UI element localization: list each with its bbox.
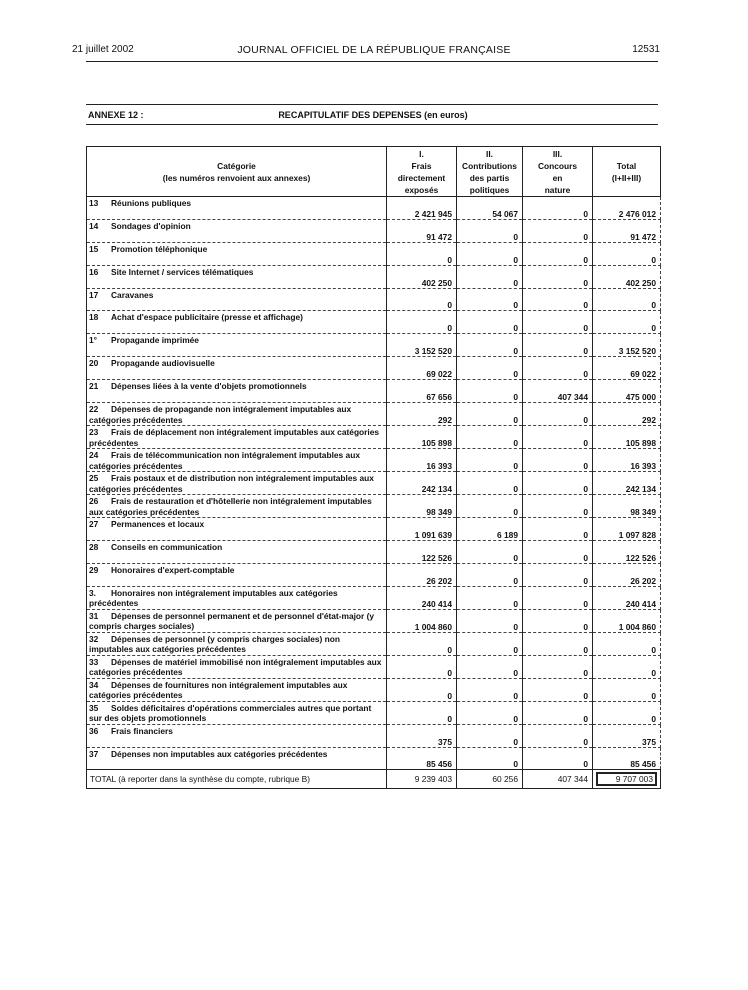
- category-label: Sondages d'opinion: [111, 220, 191, 231]
- in-kind-cell: 0: [523, 288, 593, 311]
- party-contributions-cell: 0: [457, 357, 523, 380]
- party-contributions-cell: 0: [457, 380, 523, 403]
- party-contributions-cell: 0: [457, 632, 523, 655]
- category-label: Honoraires non intégralement imputables aux catégories précédentes: [89, 587, 338, 609]
- table-row: [87, 219, 661, 242]
- in-kind-cell: 0: [523, 357, 593, 380]
- party-contributions-cell: 0: [457, 747, 523, 770]
- grand-total-value: 9 707 003: [596, 772, 657, 786]
- category-cell: [87, 609, 387, 632]
- category-number: 35: [89, 702, 99, 713]
- total-cell: 91 472: [593, 219, 661, 242]
- expense-summary-table: [86, 146, 661, 789]
- in-kind-cell: 0: [523, 334, 593, 357]
- category-label: Site Internet / services télématiques: [111, 266, 254, 277]
- table-row: [87, 242, 661, 265]
- party-contributions-cell: 0: [457, 288, 523, 311]
- total-cell: 0: [593, 678, 661, 701]
- header-date: 21 juillet 2002: [72, 44, 134, 55]
- in-kind-cell: 0: [523, 265, 593, 288]
- in-kind-cell: 0: [523, 449, 593, 472]
- column-header-category: Catégorie (les numéros renvoient aux annexes): [87, 147, 387, 197]
- category-label: Frais postaux et de distribution non intégralement imputables aux catégories précédentes: [89, 473, 374, 494]
- direct-costs-cell: 0: [387, 701, 457, 724]
- in-kind-cell: 0: [523, 724, 593, 747]
- category-cell: [87, 747, 387, 770]
- in-kind-cell: 0: [523, 197, 593, 220]
- total-cell: 0: [593, 288, 661, 311]
- category-cell: [87, 403, 387, 426]
- category-cell: [87, 357, 387, 380]
- party-contributions-cell: 0: [457, 265, 523, 288]
- table-row: [87, 724, 661, 747]
- table-row: [87, 197, 661, 220]
- total-cell: 26 202: [593, 563, 661, 586]
- category-number: 16: [89, 266, 99, 277]
- in-kind-cell: 0: [523, 609, 593, 632]
- total-cell: 3 152 520: [593, 334, 661, 357]
- party-contributions-cell: 0: [457, 334, 523, 357]
- party-contributions-cell: 0: [457, 242, 523, 265]
- category-cell: [87, 242, 387, 265]
- category-cell: [87, 426, 387, 449]
- table-row: [87, 609, 661, 632]
- category-label: Dépenses de fournitures non intégralement imputables aux catégories précédentes: [89, 679, 348, 701]
- table-row: [87, 563, 661, 586]
- category-label: Frais de télécommunication non intégralement imputables aux catégories précédentes: [89, 450, 360, 471]
- direct-costs-cell: 0: [387, 288, 457, 311]
- total-cell: 16 393: [593, 449, 661, 472]
- category-label: Achat d'espace publicitaire (presse et affichage): [111, 312, 303, 323]
- table-row: [87, 655, 661, 678]
- in-kind-cell: 0: [523, 219, 593, 242]
- category-cell: [87, 724, 387, 747]
- grand-total-cell: [593, 770, 661, 789]
- category-label: Dépenses de personnel permanent et de personnel d'état-major (y compris charges sociales): [89, 610, 375, 632]
- table-row: [87, 334, 661, 357]
- category-number: 20: [89, 358, 99, 369]
- category-number: 23: [89, 427, 99, 438]
- column-header-party-contributions: II. Contributions des partis politiques: [457, 147, 523, 197]
- annex-bottom-rule: [86, 124, 658, 125]
- direct-costs-cell: 16 393: [387, 449, 457, 472]
- category-cell: [87, 219, 387, 242]
- category-number: 37: [89, 748, 99, 759]
- category-number: 17: [89, 289, 99, 300]
- direct-costs-cell: 26 202: [387, 563, 457, 586]
- direct-costs-cell: 402 250: [387, 265, 457, 288]
- total-party-contributions: 60 256: [457, 770, 523, 789]
- direct-costs-cell: 1 004 860: [387, 609, 457, 632]
- party-contributions-cell: 0: [457, 311, 523, 334]
- in-kind-cell: 0: [523, 655, 593, 678]
- table-row: [87, 426, 661, 449]
- total-cell: 69 022: [593, 357, 661, 380]
- category-label: Conseils en communication: [111, 541, 223, 552]
- annex-label: ANNEXE 12 :: [88, 110, 144, 120]
- category-cell: [87, 265, 387, 288]
- table-row: [87, 495, 661, 518]
- total-cell: 98 349: [593, 495, 661, 518]
- in-kind-cell: 0: [523, 403, 593, 426]
- in-kind-cell: 0: [523, 311, 593, 334]
- category-cell: [87, 472, 387, 495]
- in-kind-cell: 0: [523, 472, 593, 495]
- party-contributions-cell: 0: [457, 540, 523, 563]
- category-label: Dépenses liées à la vente d'objets promotionnels: [111, 381, 307, 392]
- total-label: TOTAL (à reporter dans la synthèse du compte, rubrique B): [87, 770, 387, 789]
- in-kind-cell: 0: [523, 586, 593, 609]
- column-header-in-kind: III. Concours en nature: [523, 147, 593, 197]
- category-number: 34: [89, 679, 99, 690]
- table-row: [87, 747, 661, 770]
- direct-costs-cell: 122 526: [387, 540, 457, 563]
- in-kind-cell: 0: [523, 540, 593, 563]
- header-title: JOURNAL OFFICIEL DE LA RÉPUBLIQUE FRANÇAISE: [237, 44, 511, 56]
- category-cell: [87, 288, 387, 311]
- party-contributions-cell: 0: [457, 449, 523, 472]
- header-rule: [86, 61, 658, 62]
- category-cell: [87, 632, 387, 655]
- direct-costs-cell: 0: [387, 655, 457, 678]
- table-row: [87, 403, 661, 426]
- total-cell: 292: [593, 403, 661, 426]
- category-cell: [87, 586, 387, 609]
- total-cell: 0: [593, 701, 661, 724]
- in-kind-cell: 0: [523, 426, 593, 449]
- total-cell: 122 526: [593, 540, 661, 563]
- party-contributions-cell: 54 067: [457, 197, 523, 220]
- category-number: 1°: [89, 335, 98, 346]
- in-kind-cell: 0: [523, 678, 593, 701]
- total-cell: 402 250: [593, 265, 661, 288]
- category-label: Caravanes: [111, 289, 154, 300]
- party-contributions-cell: 0: [457, 609, 523, 632]
- category-number: 31: [89, 610, 99, 621]
- category-number: 28: [89, 541, 99, 552]
- page-number: 12531: [632, 44, 660, 55]
- category-cell: [87, 655, 387, 678]
- in-kind-cell: 0: [523, 747, 593, 770]
- category-number: 25: [89, 473, 99, 484]
- in-kind-cell: 0: [523, 242, 593, 265]
- category-cell: [87, 495, 387, 518]
- category-cell: [87, 380, 387, 403]
- total-cell: 105 898: [593, 426, 661, 449]
- table-row: [87, 701, 661, 724]
- in-kind-cell: 0: [523, 495, 593, 518]
- category-number: 22: [89, 404, 99, 415]
- category-label: Dépenses non imputables aux catégories précédentes: [111, 748, 328, 759]
- total-cell: 475 000: [593, 380, 661, 403]
- category-cell: [87, 449, 387, 472]
- category-label: Dépenses de propagande non intégralement imputables aux catégories précédentes: [89, 404, 352, 425]
- direct-costs-cell: 1 091 639: [387, 518, 457, 541]
- category-cell: [87, 518, 387, 541]
- category-number: 32: [89, 633, 99, 644]
- total-cell: 242 134: [593, 472, 661, 495]
- total-cell: 0: [593, 242, 661, 265]
- category-cell: [87, 678, 387, 701]
- table-row: [87, 265, 661, 288]
- table-row: [87, 518, 661, 541]
- party-contributions-cell: 0: [457, 724, 523, 747]
- direct-costs-cell: 242 134: [387, 472, 457, 495]
- party-contributions-cell: 0: [457, 403, 523, 426]
- category-label: Propagande audiovisuelle: [111, 358, 215, 369]
- category-cell: [87, 197, 387, 220]
- party-contributions-cell: 0: [457, 701, 523, 724]
- category-cell: [87, 563, 387, 586]
- direct-costs-cell: 0: [387, 678, 457, 701]
- total-cell: 1 097 828: [593, 518, 661, 541]
- table-row: [87, 380, 661, 403]
- category-number: 3.: [89, 587, 96, 598]
- total-row: [87, 770, 661, 789]
- total-in-kind: 407 344: [523, 770, 593, 789]
- direct-costs-cell: 2 421 945: [387, 197, 457, 220]
- direct-costs-cell: 67 656: [387, 380, 457, 403]
- in-kind-cell: 0: [523, 563, 593, 586]
- category-number: 26: [89, 496, 99, 507]
- party-contributions-cell: 0: [457, 495, 523, 518]
- category-number: 33: [89, 656, 99, 667]
- category-label: Soldes déficitaires d'opérations commerciales autres que portant sur des objets promotionnels: [89, 702, 372, 724]
- party-contributions-cell: 0: [457, 426, 523, 449]
- party-contributions-cell: 0: [457, 472, 523, 495]
- in-kind-cell: 407 344: [523, 380, 593, 403]
- total-cell: 240 414: [593, 586, 661, 609]
- direct-costs-cell: 292: [387, 403, 457, 426]
- table-row: [87, 586, 661, 609]
- category-label: Dépenses de personnel (y compris charges sociales) non imputables aux catégories précédentes: [89, 633, 340, 655]
- direct-costs-cell: 105 898: [387, 426, 457, 449]
- category-number: 36: [89, 725, 99, 736]
- total-cell: 0: [593, 632, 661, 655]
- direct-costs-cell: 85 456: [387, 747, 457, 770]
- category-number: 18: [89, 312, 99, 323]
- category-cell: [87, 540, 387, 563]
- in-kind-cell: 0: [523, 632, 593, 655]
- annex-top-rule: [86, 104, 658, 105]
- category-cell: [87, 334, 387, 357]
- category-label: Honoraires d'expert-comptable: [111, 564, 235, 575]
- table-row: [87, 678, 661, 701]
- category-label: Propagande imprimée: [111, 335, 199, 346]
- party-contributions-cell: 0: [457, 678, 523, 701]
- total-direct-costs: 9 239 403: [387, 770, 457, 789]
- party-contributions-cell: 0: [457, 219, 523, 242]
- party-contributions-cell: 0: [457, 586, 523, 609]
- direct-costs-cell: 0: [387, 242, 457, 265]
- category-number: 13: [89, 198, 99, 208]
- direct-costs-cell: 0: [387, 311, 457, 334]
- table-row: [87, 288, 661, 311]
- table-row: [87, 449, 661, 472]
- category-cell: [87, 701, 387, 724]
- category-label: Réunions publiques: [111, 198, 192, 208]
- direct-costs-cell: 0: [387, 632, 457, 655]
- table-row: [87, 357, 661, 380]
- category-label: Promotion téléphonique: [111, 243, 208, 254]
- direct-costs-cell: 91 472: [387, 219, 457, 242]
- category-label: Permanences et locaux: [111, 519, 205, 530]
- in-kind-cell: 0: [523, 518, 593, 541]
- column-header-direct-costs: I. Frais directement exposés: [387, 147, 457, 197]
- category-number: 21: [89, 381, 99, 392]
- in-kind-cell: 0: [523, 701, 593, 724]
- category-number: 27: [89, 519, 99, 530]
- total-cell: 1 004 860: [593, 609, 661, 632]
- annex-title: RECAPITULATIF DES DEPENSES (en euros): [278, 110, 468, 120]
- category-cell: [87, 311, 387, 334]
- direct-costs-cell: 69 022: [387, 357, 457, 380]
- direct-costs-cell: 375: [387, 724, 457, 747]
- direct-costs-cell: 98 349: [387, 495, 457, 518]
- direct-costs-cell: 240 414: [387, 586, 457, 609]
- table-row: [87, 540, 661, 563]
- table-body: [87, 197, 661, 789]
- category-label: Frais de restauration et d'hôtellerie non intégralement imputables aux catégories précédentes: [89, 496, 372, 517]
- direct-costs-cell: 3 152 520: [387, 334, 457, 357]
- category-label: Frais de déplacement non intégralement imputables aux catégories précédentes: [89, 427, 380, 448]
- total-cell: 375: [593, 724, 661, 747]
- category-label: Dépenses de matériel immobilisé non intégralement imputables aux catégories précédentes: [89, 656, 382, 678]
- total-cell: 0: [593, 655, 661, 678]
- table-header-row: [87, 147, 661, 197]
- category-label: Frais financiers: [111, 725, 173, 736]
- category-number: 29: [89, 564, 99, 575]
- table-row: [87, 311, 661, 334]
- party-contributions-cell: 6 189: [457, 518, 523, 541]
- category-number: 14: [89, 220, 99, 231]
- category-number: 15: [89, 243, 99, 254]
- category-number: 24: [89, 450, 99, 461]
- total-cell: 85 456: [593, 747, 661, 770]
- total-cell: 2 476 012: [593, 197, 661, 220]
- column-header-total: Total (I+II+III): [593, 147, 661, 197]
- party-contributions-cell: 0: [457, 655, 523, 678]
- table-row: [87, 472, 661, 495]
- table-row: [87, 632, 661, 655]
- party-contributions-cell: 0: [457, 563, 523, 586]
- total-cell: 0: [593, 311, 661, 334]
